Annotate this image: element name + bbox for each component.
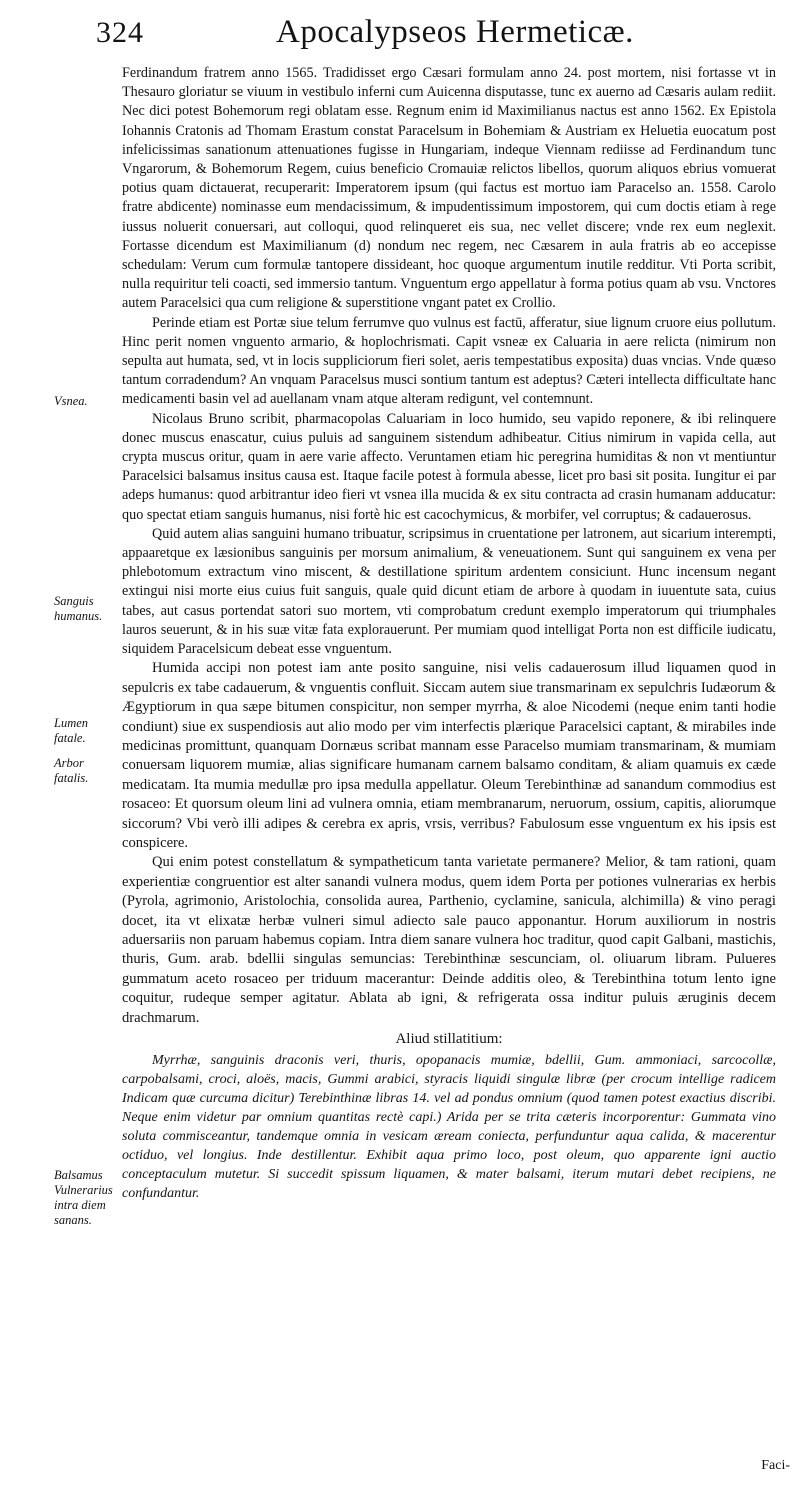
main-text	[122, 64, 776, 1203]
margin-note-balsamus: Balsamus Vulnerarius intra diem sanans.	[54, 1168, 113, 1227]
margin-note-lumen: Lumen fatale.	[54, 716, 89, 745]
catchword: Faci-	[761, 1458, 790, 1473]
paragraph-4: Quid autem alias sanguini humano tribuatur, scripsimus in cruentatione per latronem, aut sicarium interempti, appaaretque ex læsionibus sanguinis per morsum animalium, & veneuationem. Sunt qui sanguinem ex vena per phlebotomum extractum vino miscent, & destillatione spiritum ardentem consiciunt. Hunc incensum negant extingui nisi morte eius cuius fuit sanguis, quale quid dicunt etiam de arbore à quodam in iuuentute sata, cuius tabes, aut casus portendat satori suo mortem, vti comprobatum credunt exemplo imperatorum qui triumphales lauros seuerunt, & in his suæ vitæ fata explorauerunt. Per mumiam quod intelligat Porta non est difficile iudicatu, siquidem Paracelsicum debeat esse vnguentum.	[122, 525, 776, 658]
paragraph-6: Qui enim potest constellatum & sympatheticum tanta varietate permanere? Melior, & tam rationi, quam experientiæ congruentior est alter sanandi vulnera modus, quem idem Porta per potiones vulnerarias ex herbis (Pyrola, agrimonio, Aristolochia, consolida aurea, Parthenio, cyclamine, sanicula, alchimilla) & vino peragi docet, ita vt elixatæ herbæ vulneri simul adiecto sale pauco apponantur. Horum auxiliorum in nostris aduersariis non paruam habemus copiam. Intra diem sanare vulnera hoc traditur, quod capit Galbani, mastichis, thuris, Gum. arab. bdellii singulas semuncias: Terebinthinæ sescunciam, ol. oliuarum libram. Pulueres gummatum aceto rosaceo per triduum macerantur: Deinde additis oleo, & Terebinthina totum lento igne coquitur, rudeque semper agitatur. Ablata ab igni, & refrigerata ossa inditur puluis æruginis decem drachmarum.	[122, 854, 776, 1026]
page-header	[96, 14, 786, 58]
paragraph-7: Myrrhæ, sanguinis draconis veri, thuris, opopanacis mumiæ, bdellii, Gum. ammoniaci, sarcocollæ, carpobalsami, croci, aloës, macis, Gummi arabici, styracis liquidi singulæ libræ (per crocum intellige radicem Indicam quæ curcuma dicitur) Terebinthinæ libras 14. vel ad pondus omnium (quod tamen potest exactius discribi. Neque enim videtur par omnium quantitas rectè capi.) Arida per se trita cæteris incorporentur: Gummata vino soluta commisceantur, tandemque omnia in vesicam æream coniecta, perfunduntur aqua calida, & macerentur octiduo, vel longius. Inde destillentur. Exhibit aqua primo loco, post oleum, quo apparente igni auctio conceptaculum mutetur. Si succedit spissum liquamen, & mater balsami, iterum mutari debet recipiens, ne confundantur.	[122, 1053, 776, 1202]
page-number: 324	[96, 16, 144, 49]
margin-note-arbor: Arbor fatalis.	[54, 756, 89, 785]
section-heading: Aliud stillatitium:	[395, 1031, 503, 1048]
running-title: Apocalypseos Hermeticæ.	[276, 14, 634, 50]
paragraph-2: Perinde etiam est Portæ siue telum ferrumve quo vulnus est factū, afferatur, siue lignum cruore eius pollutum. Hinc perit nomen vnguento armario, & hoplochrismati. Capit vsneæ ex Caluaria in aere relicta (nimirum non sepulta aut humata, sed, vt in locis suppliciorum fieri solet, aeris tempestatibus exposita) duas vncias. Vnde quæso tantum corradendum? An vnquam Paracelsus musci sontium tantum est adeptus? Cæteri intellecta difficultate hanc medicamenti basin vel ad auellanam vnam atque alteram redigunt, vel contemnunt.	[122, 314, 776, 408]
paragraph-5: Humida accipi non potest iam ante posito sanguine, nisi velis cadauerosum illud liquamen quod in sepulcris ex tabe cadauerum, & vnguentis confluit. Siccam autem siue transmarinam ex sepulchris Iudæorum & Ægyptiorum in qua sæpe bitumen conspicitur, non semper myrrha, & aloe Nicodemi (neque enim tanti hodie condiunt) siue ex suspendiosis aut alio modo per vim interfectis plærique Paracelsici captant, & mirabiles inde medicinas promittunt, quanquam Dornæus scribat mannam esse Paracelso mumiam transmarinam, & mumiam conuersam liquorem mumiæ, alias significare humanam carnem balsamo conditam, & aliam quamuis ex cæde medicatam. Ita mumia medullæ pro ipsa medulla appellatur. Oleum Terebinthinæ ad sanandum commodius est rosaceo: Et quorsum oleum lini ad vulnera omnia, etiam membranarum, neruorum, ossium, capitis, aliorumque siccorum? Vbi verò illi adipes & cerebra ex apris, vrsis, verribus? Fabulosum esse vnguentum ex his ipsis est conspicere.	[122, 660, 776, 851]
paragraph-1: Ferdinandum fratrem anno 1565. Tradidisset ergo Cæsari formulam anno 24. post mortem, nisi fortasse vt in Thesauro gloriatur se viuum in vestibulo inferni cum Auicenna disputasse, tunc ex auerno ad Cæsaris aulam rediit. Nec dici potest Bohemorum regi oblatam esse. Regnum enim id Maximilianus nactus est anno 1562. Ex Epistola Iohannis Cratonis ad Thomam Erastum constat Paracelsum in Bohemiam & Austriam ex Heluetia euocatum post infelicissimas sanationum attenuationes fugisse in Hungariam, indeque Viennam rediisse ad Ferdinandum tunc Vngarorum, & Bohemorum Regem, cuius beneficio Cromauiæ relictos libellos, quorum aliquos ebrius vomuerat potius quam dictauerat, recuperarit: Imperatorem ipsum (qui factus est mortuo iam Paracelso an. 1558. Carolo fratre abdicente) nominasse eum mendacissimum, & impudentissimum impostorem, qui cum doctis etiam à rege iussus noluerit conuersari, aut colloqui, quod relinqueret eis sua, nec vellet discere; vnde rex eum neglexit. Fortasse dicendum est Maximilianum (d) nondum nec regem, nec Cæsarem in aula fratris ab eo accepisse schedulam: Verum cum formulæ tantopere dissideant, hoc quoque argumentum inutile redditur. Vti Porta scribit, nulla requiritur teli coacti, sed immersio tantum. Vnguentum ergo appellatur à forma potius quam ab vsu. Vnctores autem Paracelsici qua cum religione & superstitione vngant patet ex Crollio.	[122, 65, 776, 312]
paragraph-3: Nicolaus Bruno scribit, pharmacopolas Caluariam in loco humido, seu vapido reponere, & ibi relinquere donec muscus enascatur, cuius puluis ad sanguinem sistendum adhibeatur. Citius nimirum in vapida cella, aut crypta muscus oritur, quam in aere varie affecto. Veruntamen etiam hic peregrina humiditas & non vt mentiuntur Paracelsici balsamus insitus causa est. Itaque facile potest à formula abesse, licet pro basi sit posita. Iungitur ei par adeps humanus: quod arbitrantur ideo fieri vt vsnea illa mucida & ex situ contracta ad crasin humanam adducatur: quo spectat etiam sanguis humanus, nisi fortè hic est cacochymicus, & morbifer, vel corruptus; & cadauerosus.	[122, 410, 776, 523]
margin-note-usnea: Vsnea.	[54, 394, 88, 408]
margin-note-sanguis: Sanguis humanus.	[54, 594, 103, 623]
